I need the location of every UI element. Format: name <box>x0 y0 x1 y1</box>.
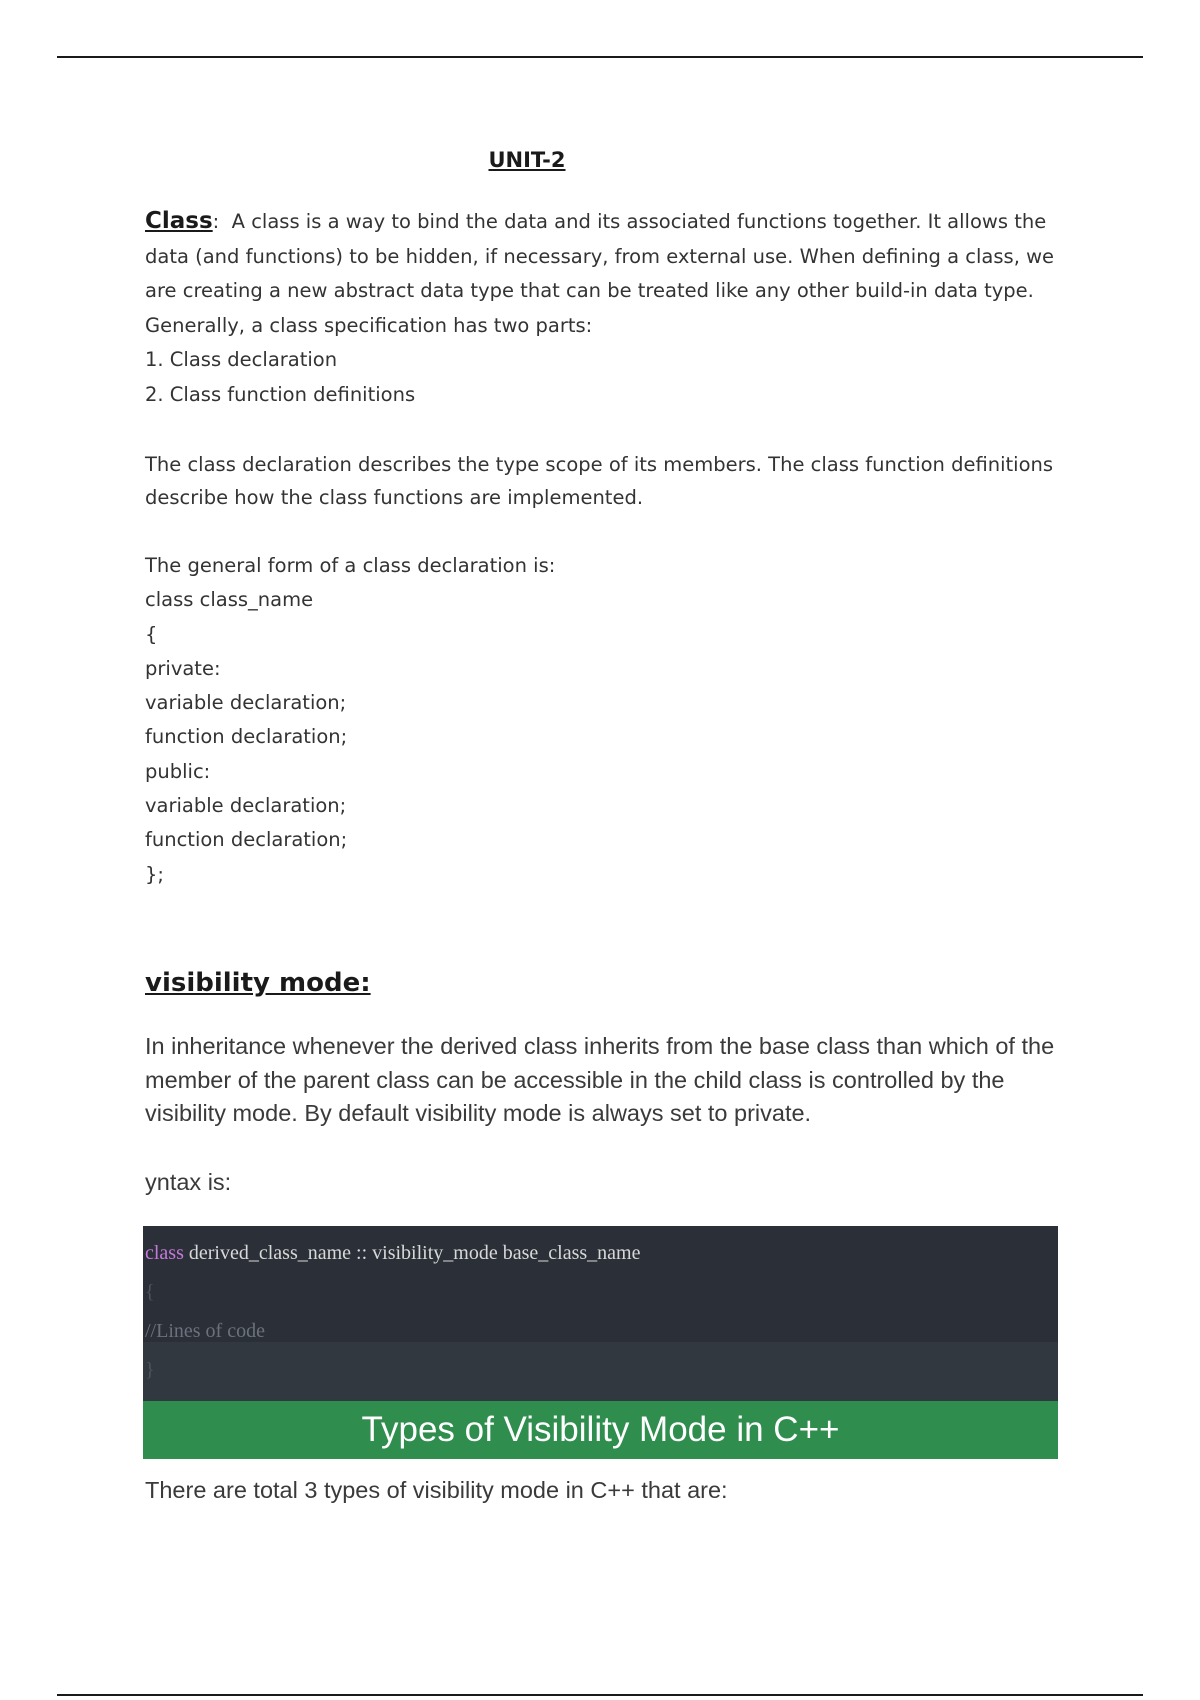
list-item: 1. Class declaration <box>145 348 338 371</box>
code-line: public: <box>145 759 211 783</box>
class-intro <box>145 204 1065 412</box>
class-term-separator: : <box>212 210 220 233</box>
code-comment: //Lines of code <box>145 1320 265 1342</box>
class-term: Class <box>145 208 213 234</box>
general-form-intro: The general form of a class declaration is: <box>145 554 556 577</box>
visibility-types-banner: Types of Visibility Mode in C++ <box>143 1401 1058 1459</box>
code-line: function declaration; <box>145 828 348 852</box>
code-line: variable declaration; <box>145 691 347 715</box>
code-line: class class_name <box>145 588 314 612</box>
code-snippet-line: { <box>145 1281 155 1303</box>
page-title: UNIT-2 <box>488 148 566 172</box>
general-form <box>145 549 1065 892</box>
code-snippet-line <box>145 1242 640 1265</box>
visibility-types-intro: There are total 3 types of visibility mode in C++ that are: <box>145 1477 728 1503</box>
code-line: variable declaration; <box>145 794 347 818</box>
description-paragraph: The class declaration describes the type scope of its members. The class function definitions describe how the class functions are implemented. <box>145 453 1054 509</box>
class-definition-text: A class is a way to bind the data and its associated functions together. It allows the data (and functions) to be hidden, if necessary, from external use. When defining a class, we are creating a new abstract data type that can be treated like any other build-in data type. Generally, a class specification has two parts: <box>145 210 1055 337</box>
code-line: function declaration; <box>145 725 348 749</box>
code-snippet-line: } <box>145 1359 155 1381</box>
syntax-label: yntax is: <box>145 1169 232 1195</box>
top-rule <box>57 56 1143 58</box>
code-line: }; <box>145 862 164 886</box>
list-item: 2. Class function definitions <box>145 382 416 406</box>
visibility-heading: visibility mode: <box>145 968 371 998</box>
code-keyword: class <box>145 1242 184 1264</box>
visibility-paragraph: In inheritance whenever the derived class inherits from the base class than which of the member of the parent class can be accessible in the child class is controlled by the visibility mode. By default visibility mode is always set to private. <box>145 1033 1055 1126</box>
code-line-text: derived_class_name :: visibility_mode base_class_name <box>183 1242 641 1264</box>
code-snippet-band <box>143 1342 1058 1401</box>
code-snippet <box>143 1226 1058 1401</box>
code-line: private: <box>145 656 221 680</box>
class-definition-paragraph <box>145 204 1065 343</box>
class-description <box>145 448 1065 514</box>
code-line: { <box>145 622 158 646</box>
bottom-rule <box>57 1694 1143 1696</box>
